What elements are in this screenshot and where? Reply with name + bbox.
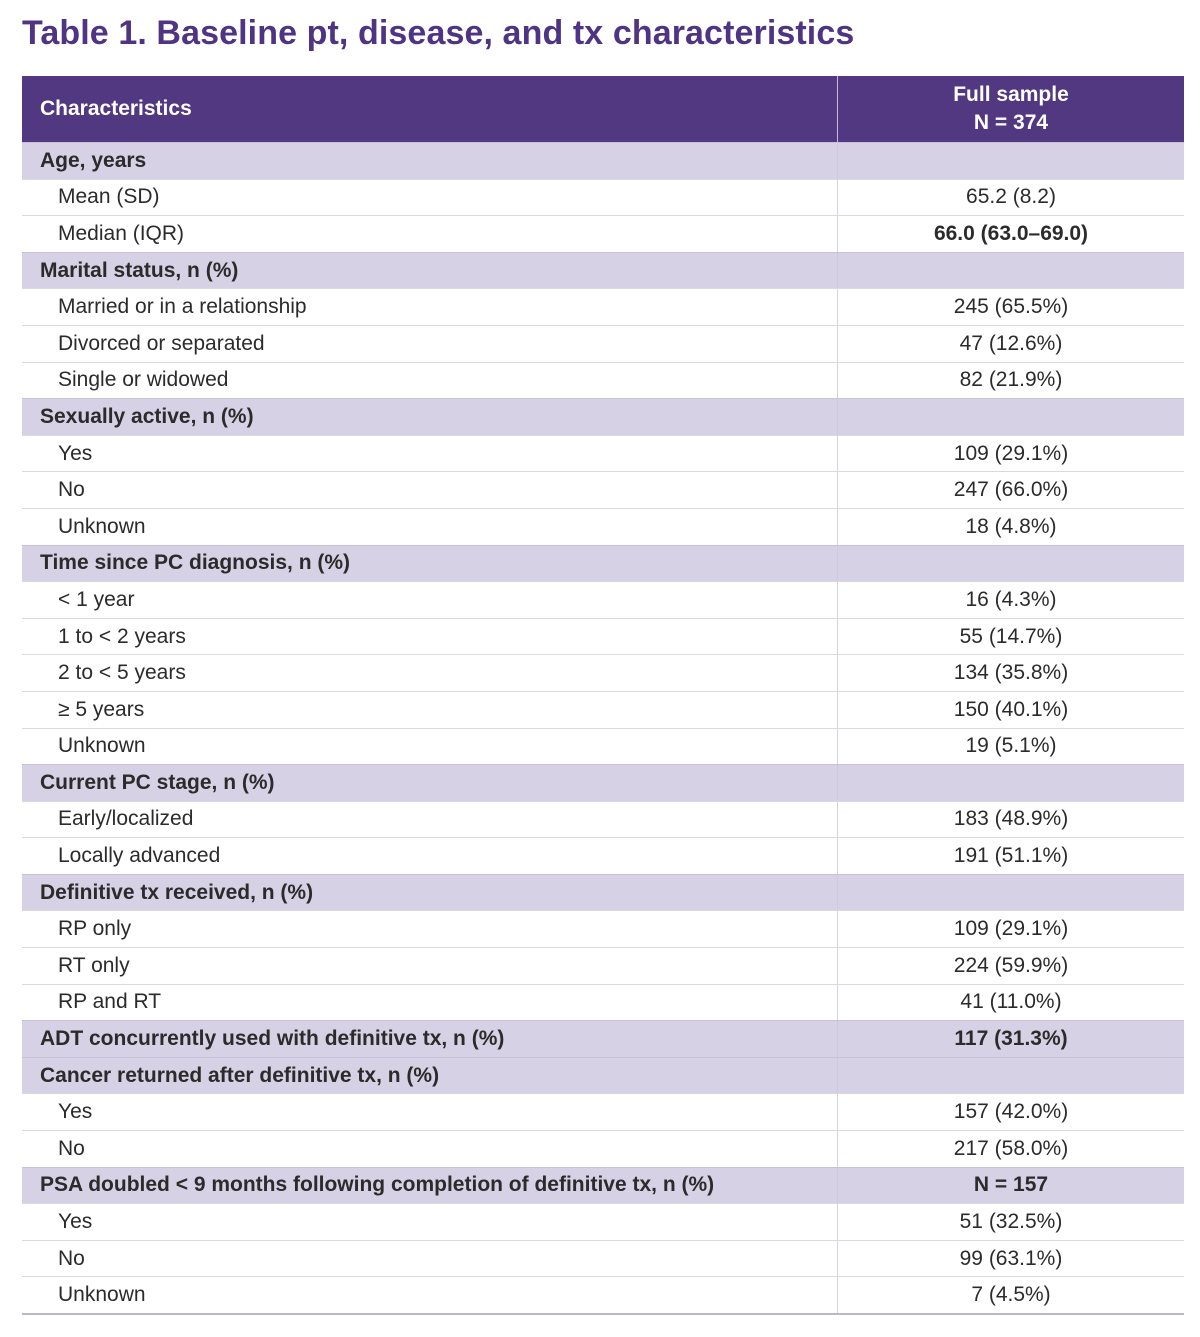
row-value: [838, 399, 1184, 435]
table-row: [22, 435, 1184, 472]
row-label: Divorced or separated: [22, 326, 838, 362]
section-row: [22, 142, 1184, 179]
row-label: Unknown: [22, 509, 838, 545]
characteristics-table: [22, 76, 1184, 1315]
row-label: No: [22, 1131, 838, 1167]
row-value: 183 (48.9%): [953, 807, 1069, 831]
row-value: [838, 1058, 1184, 1094]
table-row: [22, 691, 1184, 728]
section-row: [22, 545, 1184, 582]
table-row: [22, 728, 1184, 765]
row-value: 157 (42.0%): [953, 1100, 1069, 1124]
table-row: [22, 471, 1184, 508]
header-full-sample-label: Full sample: [953, 83, 1069, 106]
row-label: Married or in a relationship: [22, 289, 838, 325]
table-row: [22, 1276, 1184, 1313]
table-row: [22, 581, 1184, 618]
row-value: 150 (40.1%): [953, 697, 1069, 721]
section-label: Time since PC diagnosis, n (%): [22, 546, 838, 582]
header-sample-size: N = 374: [973, 111, 1049, 134]
row-label: RP and RT: [22, 985, 838, 1021]
row-label: Yes: [22, 1094, 838, 1130]
row-label: Yes: [22, 1204, 838, 1240]
row-label: Mean (SD): [22, 180, 838, 216]
row-value: N = 157: [973, 1173, 1049, 1197]
row-label: RP only: [22, 911, 838, 947]
row-label: No: [22, 472, 838, 508]
table-row: [22, 947, 1184, 984]
table-row: [22, 1203, 1184, 1240]
row-value: 217 (58.0%): [953, 1136, 1069, 1160]
section-label: Age, years: [22, 143, 838, 179]
row-value: 55 (14.7%): [959, 624, 1063, 648]
row-label: Unknown: [22, 729, 838, 765]
row-label: Locally advanced: [22, 838, 838, 874]
section-row: [22, 1057, 1184, 1094]
row-label: No: [22, 1241, 838, 1277]
row-value: [838, 765, 1184, 801]
row-value: 117 (31.3%): [954, 1027, 1068, 1051]
row-value: [838, 875, 1184, 911]
section-row: [22, 1020, 1184, 1057]
table-row: [22, 288, 1184, 325]
table-row: [22, 984, 1184, 1021]
row-value: 41 (11.0%): [960, 990, 1062, 1014]
row-value: 99 (63.1%): [959, 1246, 1063, 1270]
row-label: RT only: [22, 948, 838, 984]
row-value: 47 (12.6%): [959, 331, 1063, 355]
table-row: [22, 215, 1184, 252]
row-value: 66.0 (63.0–69.0): [933, 221, 1089, 245]
row-label: < 1 year: [22, 582, 838, 618]
table-title: Table 1. Baseline pt, disease, and tx characteristics: [22, 14, 855, 52]
row-value: 16 (4.3%): [965, 587, 1057, 611]
section-label: Cancer returned after definitive tx, n (%): [22, 1058, 838, 1094]
row-label: Single or widowed: [22, 363, 838, 399]
row-value: 134 (35.8%): [953, 661, 1069, 685]
table-row: [22, 179, 1184, 216]
table-row: [22, 325, 1184, 362]
table-row: [22, 362, 1184, 399]
section-row: [22, 764, 1184, 801]
row-value: 18 (4.8%): [965, 514, 1057, 538]
row-label: 1 to < 2 years: [22, 619, 838, 655]
table-header: [22, 76, 1184, 142]
table-row: [22, 1130, 1184, 1167]
header-full-sample: [838, 76, 1184, 142]
row-value: 247 (66.0%): [953, 478, 1069, 502]
section-row: [22, 874, 1184, 911]
section-label: Marital status, n (%): [22, 253, 838, 289]
table-row: [22, 1093, 1184, 1130]
table-row: [22, 910, 1184, 947]
table-row: [22, 801, 1184, 838]
section-label: ADT concurrently used with definitive tx, n (%): [22, 1021, 838, 1057]
table-row: [22, 1240, 1184, 1277]
row-value: 19 (5.1%): [965, 734, 1057, 758]
table-row: [22, 508, 1184, 545]
row-value: 51 (32.5%): [959, 1210, 1063, 1234]
row-value: 224 (59.9%): [953, 953, 1069, 977]
section-label: Sexually active, n (%): [22, 399, 838, 435]
section-row: [22, 1167, 1184, 1204]
section-label: Current PC stage, n (%): [22, 765, 838, 801]
row-value: 191 (51.1%): [953, 844, 1069, 868]
row-value: [838, 253, 1184, 289]
header-characteristics: Characteristics: [22, 76, 838, 142]
table-row: [22, 618, 1184, 655]
row-value: [838, 546, 1184, 582]
table-body: [22, 142, 1184, 1313]
section-row: [22, 398, 1184, 435]
section-row: [22, 252, 1184, 289]
section-label: Definitive tx received, n (%): [22, 875, 838, 911]
row-value: 82 (21.9%): [959, 368, 1063, 392]
row-label: Yes: [22, 436, 838, 472]
row-label: Unknown: [22, 1277, 838, 1313]
row-value: 65.2 (8.2): [966, 185, 1056, 209]
row-value: 109 (29.1%): [953, 441, 1069, 465]
row-value: 7 (4.5%): [971, 1283, 1051, 1307]
row-value: 109 (29.1%): [953, 917, 1069, 941]
row-label: 2 to < 5 years: [22, 655, 838, 691]
row-label: ≥ 5 years: [22, 692, 838, 728]
row-label: Early/localized: [22, 802, 838, 838]
section-label: PSA doubled < 9 months following completion of definitive tx, n (%): [22, 1168, 838, 1204]
table-row: [22, 837, 1184, 874]
table-row: [22, 654, 1184, 691]
row-value: 245 (65.5%): [953, 295, 1069, 319]
row-value: [838, 143, 1184, 179]
row-label: Median (IQR): [22, 216, 838, 252]
